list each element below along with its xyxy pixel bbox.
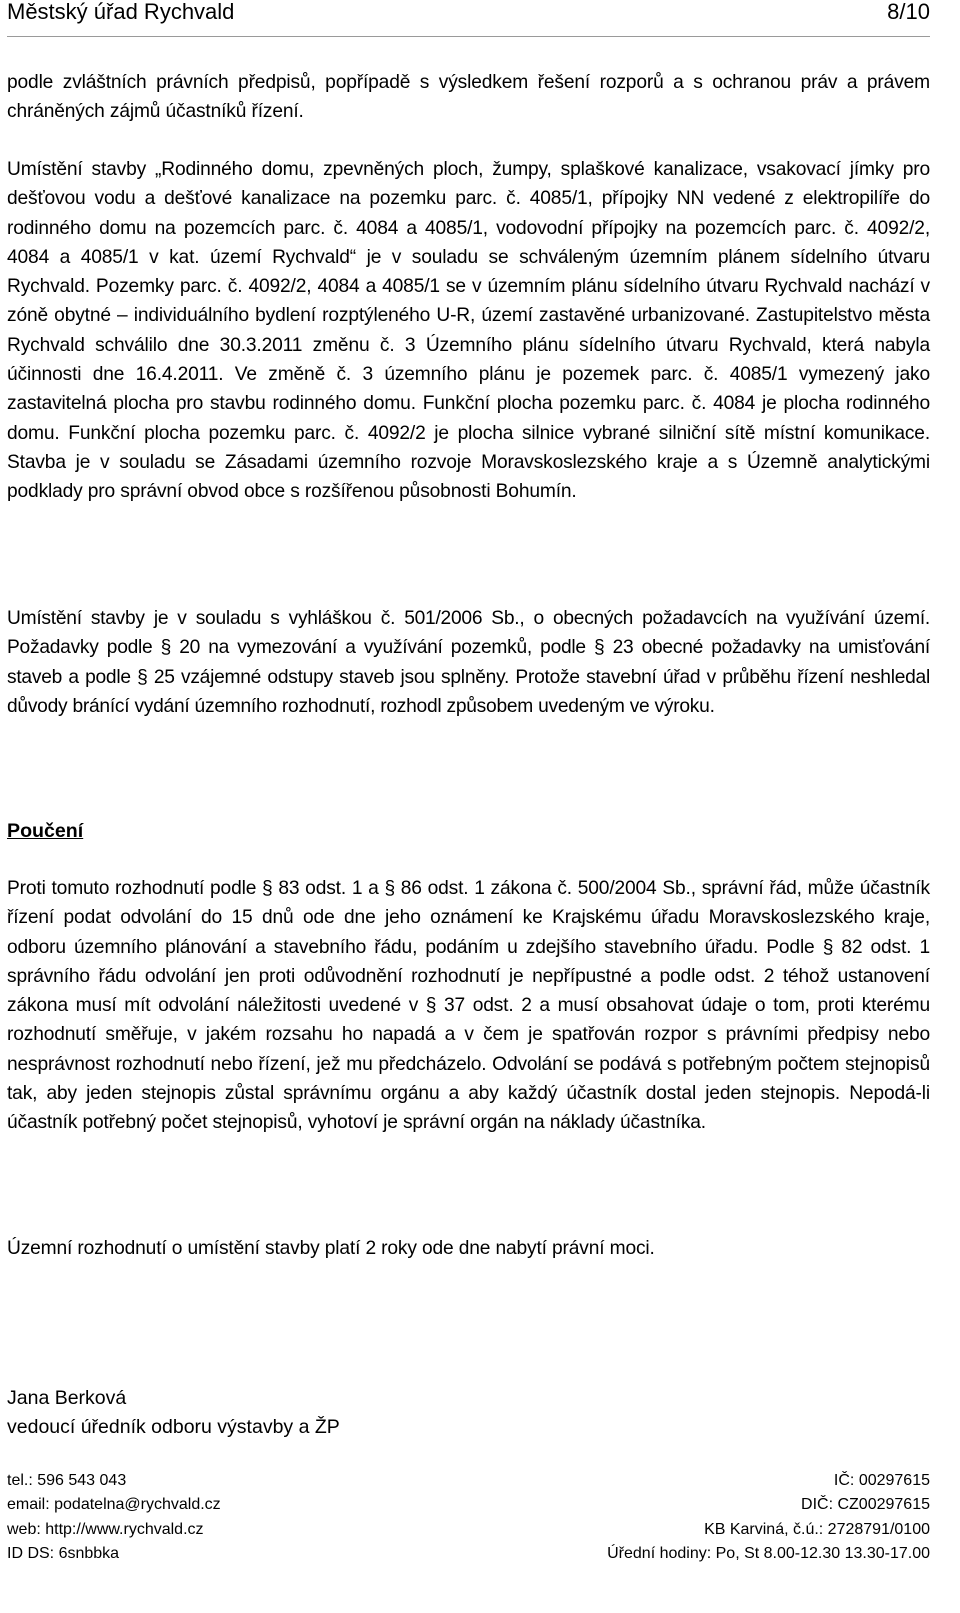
page-header xyxy=(7,0,930,34)
signatory-position: vedoucí úředník odboru výstavby a ŽP xyxy=(7,1416,340,1438)
footer-hours: Úřední hodiny: Po, St 8.00-12.30 13.30-17.00 xyxy=(607,1544,930,1562)
paragraph-zoning: Umístění stavby „Rodinného domu, zpevněných ploch, žumpy, splaškové kanalizace, vsakovací jímky pro dešťovou vodu a dešťové kanalizace na pozemku parc. č. 4085/1, přípojky NN vedené z elektropilíře do rodinného domu na pozemcích parc. č. 4084 a 4085/1, vodovodní přípojky na pozemcích parc. č. 4092/2, 4084 a 4085/1 v kat. území Rychvald“ je v souladu se schváleným územním plánem sídelního útvaru Rychvald. Pozemky parc. č. 4092/2, 4084 a 4085/1 se v územním plánu sídelního útvaru Rychvald nachází v zóně obytné – individuálního bydlení rozptýleného U-R, území zastavěné urbanizované. Zastupitelstvo města Rychvald schválilo dne 30.3.2011 změnu č. 3 Územního plánu sídelního útvaru Rychvald, která nabyla účinnosti dne 16.4.2011. Ve změně č. 3 územního plánu je pozemek parc. č. 4085/1 vymezený jako zastavitelná plocha pro stavbu rodinného domu. Funkční plocha pozemku parc. č. 4084 je plocha rodinného domu. Funkční plocha pozemku parc. č. 4092/2 je plocha silnice vybrané silniční sítě místní komunikace. Stavba je v souladu se Zásadami územního rozvoje Moravskoslezského kraje a s Územně analytickými podklady pro správní obvod obce s rozšířenou působnosti Bohumín. xyxy=(7,159,930,503)
page-footer xyxy=(7,1469,930,1613)
footer-bank: KB Karviná, č.ú.: 2728791/0100 xyxy=(704,1520,930,1538)
signatory-name: Jana Berková xyxy=(7,1387,127,1409)
office-name: Městský úřad Rychvald xyxy=(7,0,235,24)
footer-dic: DIČ: CZ00297615 xyxy=(801,1496,930,1514)
instruction-text: Proti tomuto rozhodnutí podle § 83 odst. 1 a § 86 odst. 1 zákona č. 500/2004 Sb., správní řád, může účastník řízení podat odvolání do 15 dnů ode dne jeho oznámení ke Krajskému úřadu Moravskoslezského kraje, odboru územního plánování a stavebního řádu, podáním u zdejšího stavebního úřadu. Podle § 82 odst. 1 správního řádu odvolání jen proti odůvodnění rozhodnutí je nepřípustné a podle odst. 2 téhož ustanovení zákona musí mít odvolání náležitosti uvedené v § 37 odst. 2 a musí obsahovat údaje o tom, proti kterému rozhodnutí směřuje, v jakém rozsahu ho napadá a v čem je spatřován rozpor s právními předpisy nebo nesprávnost rozhodnutí nebo řízení, jež mu předcházelo. Odvolání se podává s potřebným počtem stejnopisů tak, aby jeden stejnopis zůstal správnímu orgánu a aby každý účastník dostal jeden stejnopis. Nepodá-li účastník potřebný počet stejnopisů, vyhotoví je správní orgán na náklady účastníka. xyxy=(7,878,930,1134)
paragraph-intro: podle zvláštních právních předpisů, popřípadě s výsledkem řešení rozporů a s ochranou práv a právem chráněných zájmů účastníků řízení. xyxy=(7,72,930,123)
footer-row xyxy=(7,1542,930,1566)
page-number: 8/10 xyxy=(887,0,930,24)
footer-email[interactable]: email: podatelna@rychvald.cz xyxy=(7,1496,221,1514)
validity-text: Územní rozhodnutí o umístění stavby platí 2 roky ode dne nabytí právní moci. xyxy=(7,1238,655,1259)
footer-row xyxy=(7,1493,930,1517)
paragraph-regulation: Umístění stavby je v souladu s vyhláškou č. 501/2006 Sb., o obecných požadavcích na využívání území. Požadavky podle § 20 na vymezování a využívání pozemků, podle § 23 obecné požadavky na umisťování staveb a podle § 25 vzájemné odstupy staveb jsou splněny. Protože stavební úřad v průběhu řízení neshledal důvody bránící vydání územního rozhodnutí, rozhodl způsobem uvedeným ve výroku. xyxy=(7,608,930,717)
instruction-heading: Poučení xyxy=(7,820,84,842)
footer-row xyxy=(7,1469,930,1493)
header-rule xyxy=(7,36,930,37)
footer-phone: tel.: 596 543 043 xyxy=(7,1472,127,1489)
footer-web[interactable]: web: http://www.rychvald.cz xyxy=(7,1520,204,1538)
footer-ico: IČ: 00297615 xyxy=(833,1472,930,1489)
footer-row xyxy=(7,1518,930,1542)
footer-data-box: ID DS: 6snbbka xyxy=(7,1544,120,1562)
